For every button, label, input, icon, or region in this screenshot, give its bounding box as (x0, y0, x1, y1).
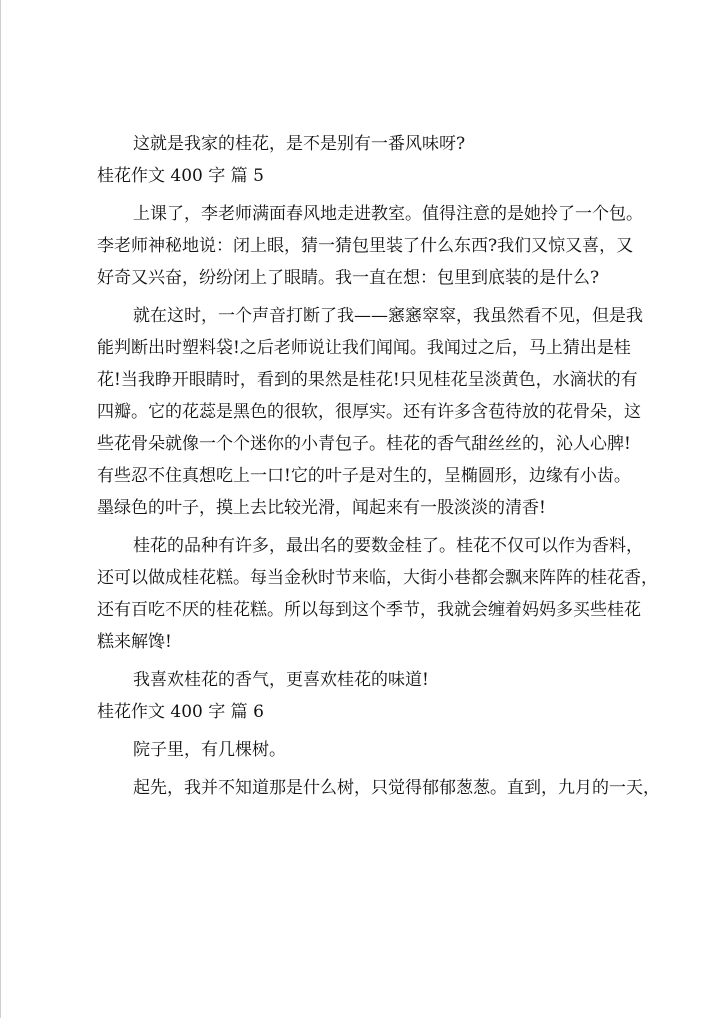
paragraph-line: 这就是我家的桂花，是不是别有一番风味呀? (133, 134, 466, 154)
paragraph-line: 桂花的品种有许多，最出名的要数金桂了。桂花不仅可以作为香料， (133, 536, 643, 556)
paragraph-line: 糕来解馋! (97, 632, 172, 652)
paragraph-line: 就在这时，一个声音打断了我——窸窸窣窣，我虽然看不见，但是我 (133, 306, 643, 326)
paragraph-line: 四瓣。它的花蕊是黑色的很软，很厚实。还有许多含苞待放的花骨朵，这 (97, 402, 641, 422)
paragraph-line: 花!当我睁开眼睛时，看到的果然是桂花!只见桂花呈淡黄色，水滴状的有 (97, 370, 638, 390)
paragraph-line: 有些忍不住真想吃上一口!它的叶子是对生的，呈椭圆形，边缘有小齿。 (97, 466, 631, 486)
paragraph-line: 能判断出时塑料袋!之后老师说让我们闻闻。我闻过之后，马上猜出是桂 (97, 338, 631, 358)
paragraph-line: 还有百吃不厌的桂花糕。所以每到这个季节，我就会缠着妈妈多买些桂花 (97, 600, 641, 620)
section-heading: 桂花作文 400 字 篇 6 (97, 702, 264, 722)
section-heading: 桂花作文 400 字 篇 5 (97, 166, 264, 186)
paragraph-line: 上课了，李老师满面春风地走进教室。值得注意的是她拎了一个包。 (133, 204, 643, 224)
paragraph-line: 我喜欢桂花的香气，更喜欢桂花的味道! (133, 670, 429, 690)
paragraph-line: 还可以做成桂花糕。每当金秋时节来临，大街小巷都会飘来阵阵的桂花香， (97, 568, 658, 588)
paragraph-line: 起先，我并不知道那是什么树，只觉得郁郁葱葱。直到，九月的一天， (133, 778, 660, 798)
document-body (97, 128, 660, 804)
paragraph-line: 墨绿色的叶子，摸上去比较光滑，闻起来有一股淡淡的清香! (97, 498, 546, 518)
paragraph-line: 院子里，有几棵树。 (133, 740, 286, 760)
paragraph-line: 好奇又兴奋，纷纷闭上了眼睛。我一直在想：包里到底装的是什么? (97, 268, 600, 288)
paragraph-line: 李老师神秘地说：闭上眼，猜一猜包里装了什么东西?我们又惊又喜，又 (97, 236, 634, 256)
paragraph-line: 些花骨朵就像一个个迷你的小青包子。桂花的香气甜丝丝的，沁人心脾! (97, 434, 631, 454)
